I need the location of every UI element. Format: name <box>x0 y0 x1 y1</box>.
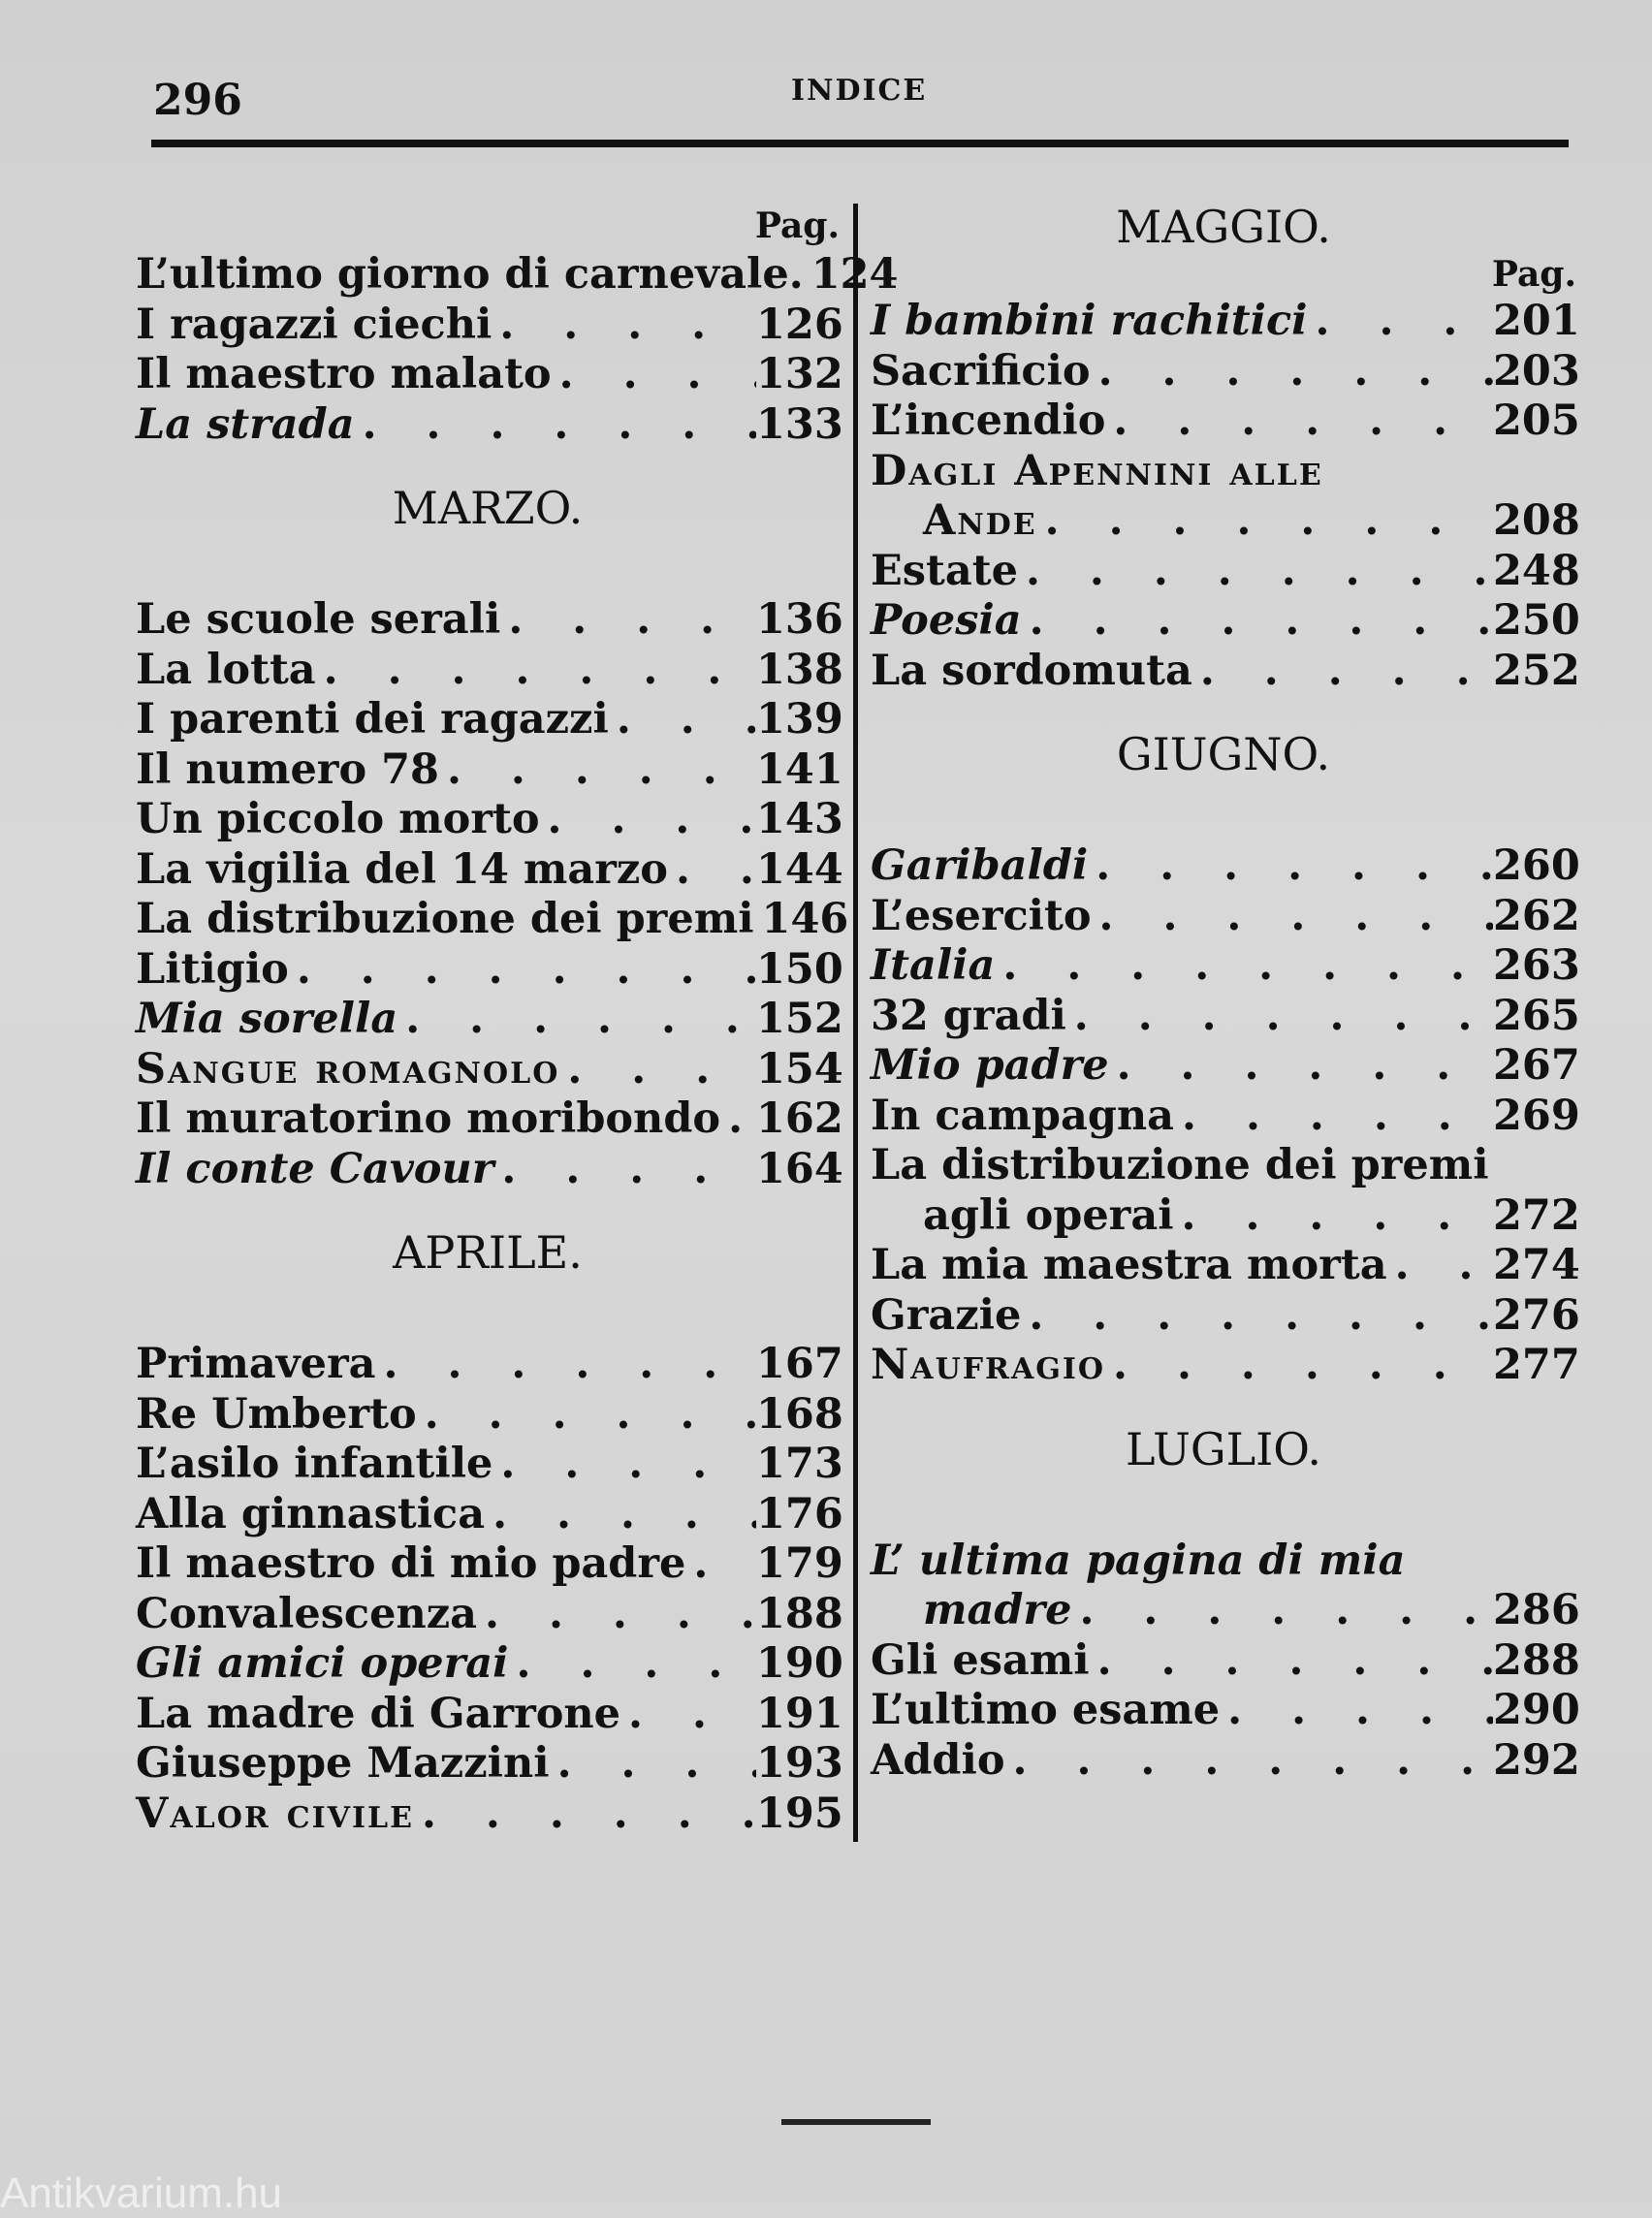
toc-entry-title: Poesia <box>871 596 1022 645</box>
toc-entry <box>136 944 843 996</box>
leader-dots <box>1105 396 1493 447</box>
toc-entry-title: Un piccolo morto <box>136 795 540 843</box>
leader-dots <box>493 1145 756 1195</box>
toc-entry <box>871 297 1580 347</box>
toc-entry <box>136 1689 843 1740</box>
toc-entry <box>871 1341 1580 1391</box>
toc-entry <box>871 1241 1580 1291</box>
right-column <box>871 201 1580 1786</box>
leader-dots <box>1037 496 1493 547</box>
toc-entry <box>871 1686 1580 1736</box>
maggio-list <box>871 297 1580 696</box>
leader-dots <box>1021 1291 1493 1342</box>
toc-entry <box>136 795 843 845</box>
toc-entry-title: L’esercito <box>871 891 1092 940</box>
toc-entry <box>136 1340 843 1390</box>
leader-dots <box>439 745 756 796</box>
toc-entry <box>136 1144 843 1195</box>
toc-entry-page: 292 <box>1493 1735 1580 1785</box>
toc-entry <box>871 1190 1580 1242</box>
toc-entry <box>136 350 843 400</box>
leader-dots <box>289 945 756 996</box>
leader-dots <box>995 941 1493 992</box>
toc-entry-title: Mio padre <box>871 1041 1109 1090</box>
luglio-list <box>871 1536 1580 1787</box>
toc-entry-title: L’incendio <box>871 396 1106 445</box>
leader-dots <box>376 1340 756 1390</box>
toc-entry-title: L’ultimo esame <box>871 1686 1221 1734</box>
toc-entry-title: Alla ginnastica <box>136 1489 486 1538</box>
toc-entry <box>136 300 843 351</box>
toc-entry-title: Il conte Cavour <box>136 1144 494 1193</box>
toc-entry <box>136 1044 843 1095</box>
month-heading-maggio: MAGGIO. <box>1116 201 1331 253</box>
toc-entry <box>871 396 1580 447</box>
leader-dots <box>414 1790 756 1840</box>
toc-entry <box>871 891 1580 942</box>
header-rule <box>151 140 1569 147</box>
toc-entry-page: 290 <box>1493 1686 1580 1734</box>
running-title: INDICE <box>791 74 928 108</box>
toc-entry-page: 139 <box>756 695 843 744</box>
leader-dots <box>720 1094 756 1145</box>
toc-entry <box>136 1389 843 1441</box>
toc-entry-title: La madre di Garrone <box>136 1689 621 1738</box>
carryover-list <box>136 250 899 450</box>
toc-entry-title: La lotta <box>136 645 316 694</box>
toc-entry-title: Gli esami <box>871 1635 1090 1685</box>
toc-entry <box>136 645 843 696</box>
leader-dots <box>397 995 756 1045</box>
toc-entry <box>871 991 1580 1042</box>
toc-entry <box>136 1739 843 1790</box>
toc-entry-title: Garibaldi <box>871 841 1089 890</box>
toc-entry <box>136 695 843 745</box>
toc-entry-title: L’asilo infantile <box>136 1440 493 1488</box>
toc-entry-page: 265 <box>1493 991 1580 1040</box>
toc-entry-page: 168 <box>756 1389 843 1439</box>
toc-entry <box>871 646 1580 697</box>
toc-entry <box>136 399 843 451</box>
toc-entry <box>136 250 899 301</box>
toc-entry-title: Italia <box>871 941 996 990</box>
toc-entry-title-line1: L’ ultima pagina di mia <box>871 1536 1406 1585</box>
leader-dots <box>1071 1586 1493 1636</box>
toc-entry-page: 132 <box>756 350 843 398</box>
toc-entry-title: La vigilia del 14 marzo <box>136 844 668 894</box>
toc-entry-title: Mia sorella <box>136 995 398 1043</box>
toc-entry <box>136 995 843 1045</box>
leader-dots <box>1387 1241 1493 1291</box>
toc-entry <box>136 1489 843 1540</box>
toc-entry-title: Litigio <box>136 944 289 994</box>
toc-entry-title: Naufragio <box>871 1341 1106 1389</box>
toc-entry <box>871 1091 1580 1142</box>
toc-entry-page: 143 <box>756 795 843 843</box>
leader-dots <box>1174 1191 1493 1242</box>
toc-entry-page: 136 <box>756 595 843 644</box>
toc-entry <box>871 1735 1580 1787</box>
leader-dots <box>559 1045 756 1095</box>
toc-entry <box>136 1789 843 1840</box>
toc-entry-title: Primavera <box>136 1340 376 1388</box>
toc-entry <box>871 1635 1580 1687</box>
toc-entry-title: Ande <box>923 496 1037 545</box>
toc-entry-page: 141 <box>756 745 843 794</box>
toc-entry-title: Gli amici operai <box>136 1639 509 1688</box>
toc-entry-page: 150 <box>756 944 843 994</box>
toc-entry-title: La mia maestra morta <box>871 1241 1387 1289</box>
leader-dots <box>492 1440 756 1490</box>
toc-entry <box>871 941 1580 992</box>
toc-entry <box>871 596 1580 647</box>
toc-entry <box>871 1290 1580 1342</box>
toc-entry-page: 250 <box>1493 596 1580 645</box>
month-heading-giugno: GIUGNO. <box>1116 728 1331 780</box>
toc-entry-title: I parenti dei ragazzi <box>136 695 609 744</box>
toc-entry-title: Estate <box>871 546 1018 595</box>
toc-entry-title: Il numero 78 <box>136 745 439 794</box>
toc-entry-title: Giuseppe Mazzini <box>136 1739 550 1788</box>
toc-entry-title: I ragazzi ciechi <box>136 300 492 349</box>
toc-entry <box>136 844 843 896</box>
leader-dots <box>417 1390 756 1441</box>
toc-entry-title: I bambini rachitici <box>871 297 1308 345</box>
leader-dots <box>1022 596 1493 647</box>
leader-dots <box>316 646 756 696</box>
toc-entry-page: 274 <box>1493 1241 1580 1289</box>
toc-entry-title: Sacrificio <box>871 346 1091 396</box>
toc-entry <box>136 1094 843 1145</box>
toc-entry-title: agli operai <box>923 1190 1174 1240</box>
page-number: 296 <box>153 76 242 125</box>
toc-entry-title: La strada <box>136 399 355 449</box>
leader-dots <box>668 845 756 896</box>
leader-dots <box>1090 1636 1493 1687</box>
toc-entry <box>136 1639 843 1690</box>
toc-entry-page: 201 <box>1493 297 1580 345</box>
toc-entry-page: 277 <box>1493 1341 1580 1389</box>
toc-entry-title: Grazie <box>871 1290 1022 1340</box>
toc-entry-title-line1: Dagli Apennini alle <box>871 446 1323 495</box>
toc-entry-title: Valor civile <box>136 1789 414 1838</box>
toc-entry-title: madre <box>923 1586 1072 1634</box>
toc-entry-title: Addio <box>871 1735 1005 1785</box>
leader-dots <box>754 895 762 945</box>
toc-entry <box>871 546 1580 597</box>
toc-entry-title: Il maestro di mio padre <box>136 1539 686 1588</box>
toc-entry-page: 152 <box>756 995 843 1043</box>
toc-entry-page: 288 <box>1493 1635 1580 1685</box>
toc-entry <box>871 1041 1580 1092</box>
giugno-list <box>871 841 1580 1391</box>
toc-entry-page: 195 <box>756 1789 843 1838</box>
marzo-list <box>136 595 849 1194</box>
toc-entry <box>136 745 843 796</box>
toc-entry-page: 208 <box>1493 496 1580 545</box>
toc-entry-page: 133 <box>756 399 843 449</box>
watermark: Antikvarium.hu <box>0 2170 283 2217</box>
toc-entry-page: 144 <box>756 844 843 894</box>
toc-entry-title: Re Umberto <box>136 1389 417 1439</box>
toc-entry-title: L’ultimo giorno di carnevale. <box>136 250 804 299</box>
toc-entry-title-line1: La distribuzione dei premi <box>871 1141 1489 1189</box>
toc-entry-page: 146 <box>761 895 849 943</box>
toc-entry-page: 252 <box>1493 646 1580 695</box>
leader-dots <box>1018 547 1493 597</box>
month-heading-marzo: MARZO. <box>392 482 584 534</box>
leader-dots <box>1308 297 1494 347</box>
aprile-list <box>136 1340 843 1839</box>
pag-label-left: Pag. <box>754 206 840 246</box>
leader-dots <box>500 595 756 646</box>
toc-entry-title: Il maestro malato <box>136 350 552 398</box>
leader-dots <box>1105 1341 1493 1391</box>
toc-entry-page: 176 <box>756 1489 843 1538</box>
toc-entry-page: 126 <box>756 300 843 349</box>
toc-entry <box>871 1586 1580 1636</box>
toc-entry-page: 190 <box>756 1639 843 1688</box>
bottom-ornament <box>781 2119 931 2125</box>
toc-entry-page: 248 <box>1493 546 1580 595</box>
toc-entry-page: 138 <box>756 645 843 694</box>
leader-dots <box>492 301 756 351</box>
toc-entry-page: 267 <box>1493 1041 1580 1090</box>
toc-entry-page: 191 <box>756 1689 843 1738</box>
toc-entry-page: 205 <box>1493 396 1580 445</box>
toc-entry-page: 124 <box>810 250 899 299</box>
toc-entry <box>136 1589 843 1640</box>
toc-entry-page: 164 <box>756 1144 843 1193</box>
leader-dots <box>485 1490 756 1540</box>
toc-entry-title: Le scuole serali <box>136 595 501 644</box>
leader-dots <box>1192 647 1493 697</box>
toc-entry-title: La distribuzione dei premi <box>136 895 754 943</box>
toc-entry-page: 193 <box>756 1739 843 1788</box>
toc-entry-page: 286 <box>1493 1586 1580 1634</box>
toc-entry-page: 272 <box>1493 1190 1580 1240</box>
month-heading-luglio: LUGLIO. <box>1126 1422 1321 1475</box>
toc-entry <box>871 841 1580 892</box>
toc-entry <box>871 496 1580 547</box>
toc-entry-page: 162 <box>756 1094 843 1143</box>
toc-entry-page: 262 <box>1493 891 1580 940</box>
leader-dots <box>1066 992 1493 1042</box>
toc-entry <box>136 1539 843 1590</box>
toc-entry-page: 260 <box>1493 841 1580 890</box>
leader-dots <box>1220 1686 1493 1736</box>
leader-dots <box>1109 1041 1493 1092</box>
leader-dots <box>540 795 756 845</box>
pag-label-right: Pag. <box>1491 254 1576 295</box>
toc-entry <box>136 1440 843 1490</box>
column-divider <box>853 204 858 1842</box>
leader-dots <box>1092 892 1493 942</box>
toc-entry-page: 167 <box>756 1340 843 1388</box>
leader-dots <box>1005 1736 1493 1787</box>
left-column <box>136 202 899 1839</box>
toc-entry-page: 203 <box>1493 346 1580 396</box>
toc-entry-page: 276 <box>1493 1290 1580 1340</box>
month-heading-aprile: APRILE. <box>393 1226 583 1279</box>
toc-entry-page: 269 <box>1493 1091 1580 1140</box>
toc-entry-page: 173 <box>756 1440 843 1488</box>
toc-entry <box>136 895 849 945</box>
toc-entry-page: 188 <box>756 1589 843 1638</box>
leader-dots <box>509 1639 756 1690</box>
leader-dots <box>1088 841 1493 892</box>
leader-dots <box>550 1739 756 1790</box>
leader-dots <box>355 400 756 451</box>
leader-dots <box>552 350 756 400</box>
toc-entry-title: Sangue romagnolo <box>136 1044 560 1093</box>
leader-dots <box>685 1539 756 1590</box>
leader-dots <box>477 1590 756 1640</box>
toc-entry-title: In campagna <box>871 1091 1175 1140</box>
toc-entry <box>136 595 843 646</box>
toc-entry-title: 32 gradi <box>871 991 1066 1040</box>
toc-entry-page: 179 <box>756 1539 843 1588</box>
leader-dots <box>620 1690 756 1740</box>
leader-dots <box>1091 347 1493 397</box>
toc-entry-title: Convalescenza <box>136 1589 477 1638</box>
leader-dots <box>609 695 756 745</box>
leader-dots <box>1174 1092 1493 1142</box>
toc-entry <box>871 346 1580 397</box>
toc-entry-title: Il muratorino moribondo <box>136 1094 721 1143</box>
toc-entry-page: 263 <box>1493 941 1580 990</box>
toc-entry-title: La sordomuta <box>871 646 1192 695</box>
toc-entry-page: 154 <box>756 1044 843 1093</box>
